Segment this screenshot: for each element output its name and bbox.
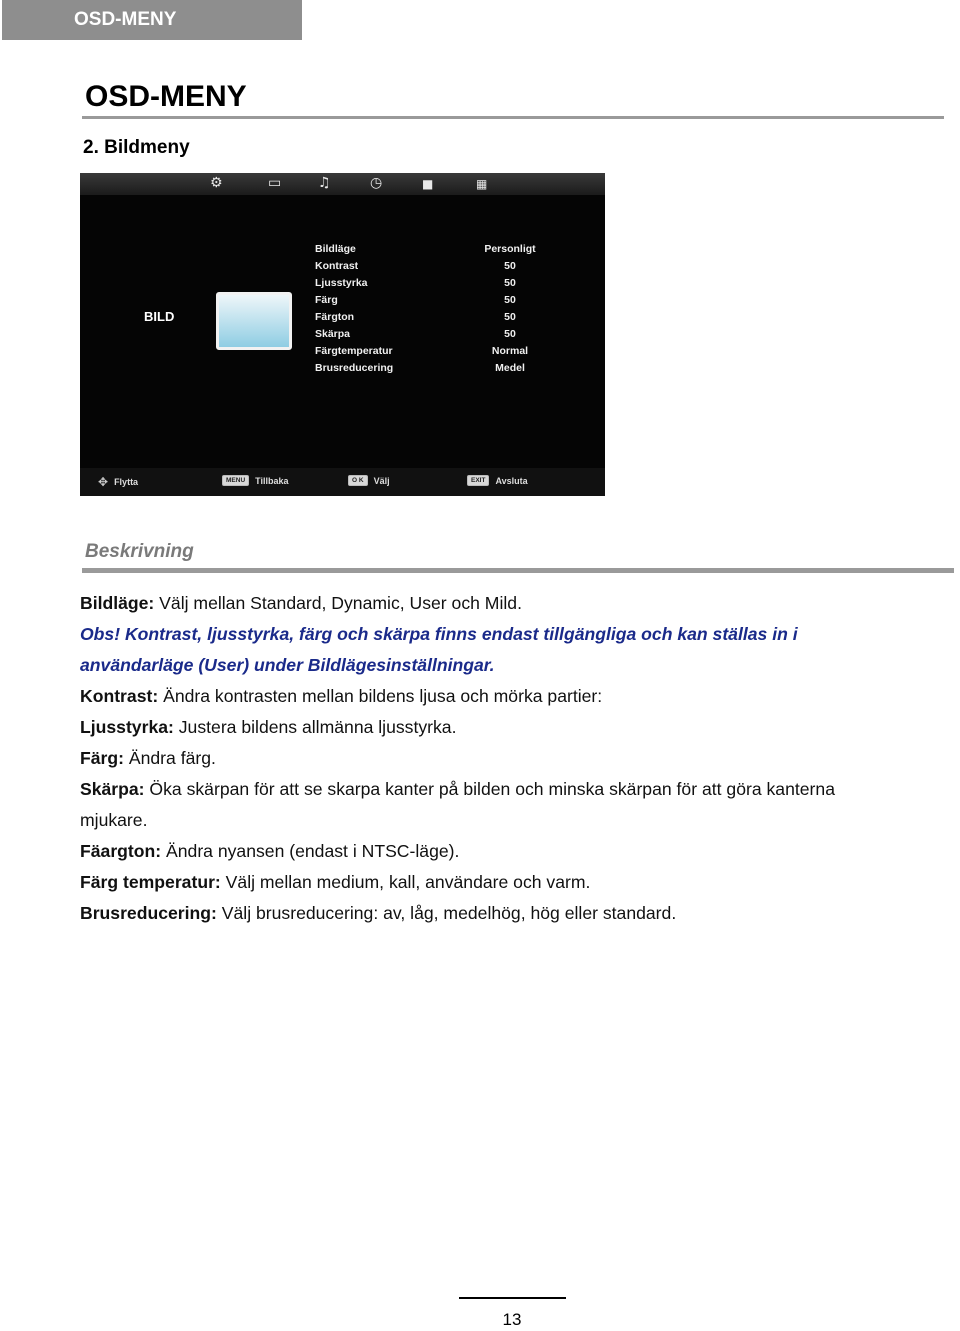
desc-term: Kontrast: <box>80 686 159 706</box>
osd-row-label: Skärpa <box>315 328 351 340</box>
desc-text: Välj mellan medium, kall, användare och varm. <box>220 872 591 892</box>
description-body <box>80 588 960 929</box>
osd-row-value: Personligt <box>484 243 536 255</box>
description-divider <box>82 568 954 573</box>
desc-line-kontrast <box>80 681 960 712</box>
osd-hint-exit-label: Avsluta <box>495 475 528 486</box>
desc-line-skarpa-cont: mjukare. <box>80 810 148 830</box>
desc-line-fargtemperatur <box>80 867 960 898</box>
osd-hint-back <box>222 475 289 486</box>
desc-term: Brusreducering: <box>80 903 217 923</box>
desc-term: Ljusstyrka: <box>80 717 174 737</box>
desc-text: Justera bildens allmänna ljusstyrka. <box>173 717 457 737</box>
arrows-icon: ✥ <box>98 475 109 489</box>
desc-term: Färg temperatur: <box>80 872 221 892</box>
desc-text: Välj brusreducering: av, låg, medelhög, hög eller standard. <box>216 903 677 923</box>
osd-hint-select <box>348 475 390 486</box>
osd-row-value: 50 <box>504 328 516 340</box>
footer-divider <box>459 1297 566 1299</box>
menu-key: MENU <box>222 475 249 486</box>
header-tab-label: OSD-MENY <box>74 9 177 30</box>
desc-line-brusreducering <box>80 898 960 929</box>
osd-hint-move-label: Flytta <box>114 477 139 487</box>
page-title: OSD-MENY <box>85 80 247 113</box>
osd-row-label: Kontrast <box>315 260 359 272</box>
lock-icon: ■ <box>422 177 434 191</box>
header-tab <box>2 0 302 40</box>
desc-line-ljusstyrka <box>80 712 960 743</box>
desc-line-bildlage <box>80 588 960 619</box>
picture-icon <box>216 292 292 350</box>
music-note-icon: ♫ <box>318 175 331 191</box>
osd-hint-move <box>98 475 138 489</box>
osd-row-label: Färgtemperatur <box>315 345 393 357</box>
osd-hint-back-label: Tillbaka <box>255 475 289 486</box>
osd-top-bar <box>80 173 605 195</box>
ok-key: O K <box>348 475 368 486</box>
osd-row-value: Normal <box>491 345 529 357</box>
osd-side-label: BILD <box>144 309 175 324</box>
osd-bottom-bar <box>80 468 605 496</box>
osd-row-label: Färgton <box>315 311 355 323</box>
desc-term: Bildläge: <box>80 593 155 613</box>
description-heading: Beskrivning <box>85 541 194 562</box>
desc-term: Färg: <box>80 748 124 768</box>
grid-icon: ▦ <box>476 177 488 191</box>
desc-note-line-2: användarläge (User) under Bildlägesinställningar. <box>80 655 495 675</box>
desc-note-line-1: Obs! Kontrast, ljusstyrka, färg och skärpa finns endast tillgängliga och kan ställas in i <box>80 624 798 644</box>
osd-hint-select-label: Välj <box>373 475 390 486</box>
osd-menu-list <box>315 243 545 379</box>
osd-row-label: Ljusstyrka <box>315 277 368 289</box>
osd-row-label: Brusreducering <box>315 362 394 374</box>
gear-icon: ⚙ <box>210 175 223 191</box>
osd-row-fargtemperatur[interactable] <box>315 345 545 362</box>
osd-row-value: 50 <box>504 311 516 323</box>
osd-row-value: Medel <box>495 362 525 374</box>
desc-term: Skärpa: <box>80 779 145 799</box>
osd-hint-exit <box>467 475 528 486</box>
osd-row-farg[interactable] <box>315 294 545 311</box>
tv-osd-screenshot <box>80 173 605 496</box>
desc-term: Fäargton: <box>80 841 162 861</box>
desc-text: Ändra nyansen (endast i NTSC-läge). <box>161 841 460 861</box>
osd-row-bildlage[interactable] <box>315 243 545 260</box>
osd-row-kontrast[interactable] <box>315 260 545 277</box>
osd-row-skarpa[interactable] <box>315 328 545 345</box>
page-number: 13 <box>502 1310 522 1329</box>
osd-row-ljusstyrka[interactable] <box>315 277 545 294</box>
osd-row-brusreducering[interactable] <box>315 362 545 379</box>
desc-text: Välj mellan Standard, Dynamic, User och Mild. <box>154 593 522 613</box>
osd-row-fargton[interactable] <box>315 311 545 328</box>
osd-row-label: Bildläge <box>315 243 356 255</box>
osd-row-value: 50 <box>504 294 516 306</box>
desc-text: Ändra kontrasten mellan bildens ljusa och mörka partier: <box>158 686 603 706</box>
desc-text: Öka skärpan för att se skarpa kanter på bilden och minska skärpan för att göra kanterna <box>144 779 835 799</box>
osd-row-label: Färg <box>315 294 338 306</box>
desc-line-farg <box>80 743 960 774</box>
clock-icon: ◷ <box>370 175 383 191</box>
section-heading: 2. Bildmeny <box>83 137 190 158</box>
osd-row-value: 50 <box>504 260 516 272</box>
exit-key: EXIT <box>467 475 489 486</box>
monitor-icon: ▭ <box>268 175 282 191</box>
desc-line-fargton <box>80 836 960 867</box>
osd-row-value: 50 <box>504 277 516 289</box>
title-divider <box>82 116 944 119</box>
desc-text: Ändra färg. <box>123 748 216 768</box>
desc-line-skarpa <box>80 774 960 805</box>
